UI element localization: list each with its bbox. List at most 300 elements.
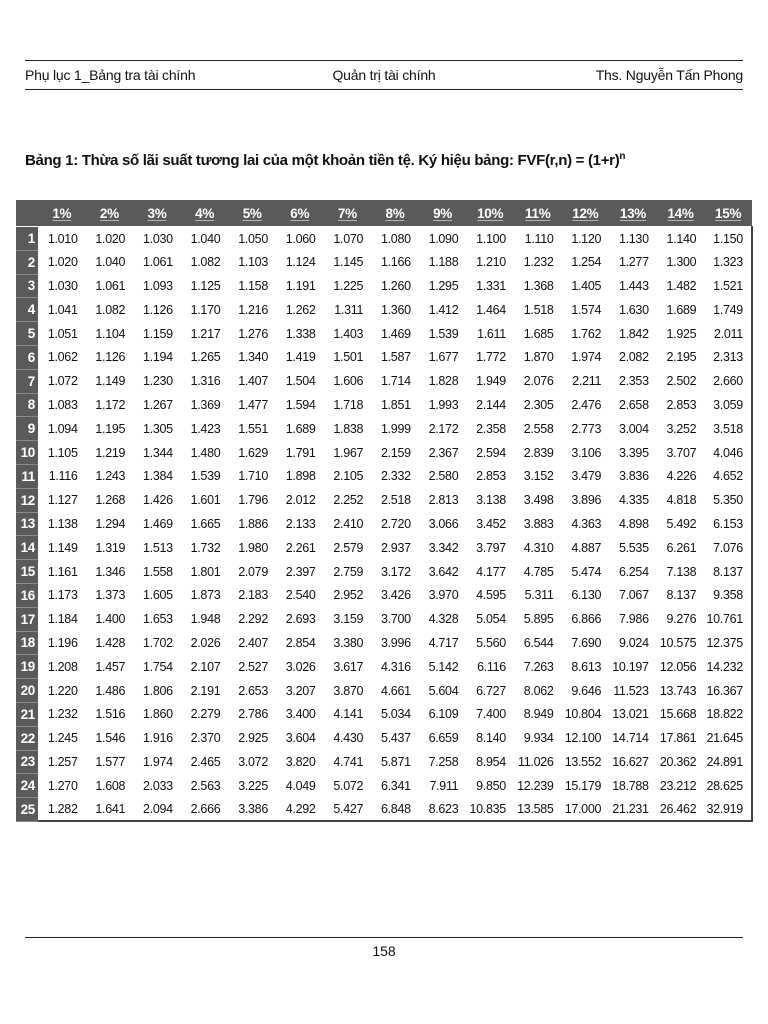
table-cell: 5.350 [704, 488, 752, 512]
table-cell: 12.239 [514, 774, 562, 798]
table-cell: 1.159 [133, 322, 181, 346]
table-cell: 1.405 [562, 274, 610, 298]
table-cell: 7.263 [514, 655, 562, 679]
table-row [16, 607, 752, 631]
table-cell: 4.661 [371, 679, 419, 703]
table-cell: 7.067 [609, 583, 657, 607]
table-cell: 1.714 [371, 369, 419, 393]
table-cell: 10.575 [657, 631, 705, 655]
table-cell: 1.323 [704, 250, 752, 274]
table-cell: 1.546 [86, 726, 134, 750]
table-cell: 2.292 [228, 607, 276, 631]
table-cell: 1.521 [704, 274, 752, 298]
table-cell: 1.208 [38, 655, 86, 679]
row-period-label: 6 [16, 345, 38, 369]
table-cell: 1.149 [86, 369, 134, 393]
table-cell: 1.806 [133, 679, 181, 703]
table-row [16, 369, 752, 393]
table-cell: 1.925 [657, 322, 705, 346]
table-cell: 2.925 [228, 726, 276, 750]
table-cell: 1.611 [466, 322, 514, 346]
table-cell: 1.188 [419, 250, 467, 274]
column-header-rate: 9% [419, 200, 467, 227]
table-cell: 1.851 [371, 393, 419, 417]
table-cell: 32.919 [704, 798, 752, 822]
table-cell: 2.076 [514, 369, 562, 393]
table-cell: 3.604 [276, 726, 324, 750]
table-cell: 1.501 [324, 345, 372, 369]
table-cell: 26.462 [657, 798, 705, 822]
table-cell: 2.191 [181, 679, 229, 703]
table-cell: 5.535 [609, 536, 657, 560]
table-cell: 1.407 [228, 369, 276, 393]
table-cell: 1.170 [181, 298, 229, 322]
table-row [16, 464, 752, 488]
table-row [16, 560, 752, 584]
table-cell: 2.358 [466, 417, 514, 441]
table-cell: 1.980 [228, 536, 276, 560]
table-cell: 1.641 [86, 798, 134, 822]
table-cell: 3.059 [704, 393, 752, 417]
table-cell: 2.033 [133, 774, 181, 798]
page-number: 158 [372, 943, 396, 959]
table-cell: 8.613 [562, 655, 610, 679]
table-cell: 3.642 [419, 560, 467, 584]
table-cell: 1.338 [276, 322, 324, 346]
table-cell: 1.689 [657, 298, 705, 322]
table-cell: 11.026 [514, 750, 562, 774]
column-header-rate: 14% [657, 200, 705, 227]
table-cell: 2.759 [324, 560, 372, 584]
table-cell: 1.551 [228, 417, 276, 441]
table-cell: 1.344 [133, 441, 181, 465]
table-cell: 1.762 [562, 322, 610, 346]
table-cell: 1.630 [609, 298, 657, 322]
table-cell: 2.183 [228, 583, 276, 607]
table-cell: 1.140 [657, 227, 705, 251]
table-cell: 2.476 [562, 393, 610, 417]
table-cell: 21.645 [704, 726, 752, 750]
row-period-label: 20 [16, 679, 38, 703]
table-cell: 1.061 [133, 250, 181, 274]
table-cell: 1.267 [133, 393, 181, 417]
table-cell: 1.232 [38, 702, 86, 726]
table-cell: 2.107 [181, 655, 229, 679]
table-cell: 2.853 [657, 393, 705, 417]
table-cell: 1.127 [38, 488, 86, 512]
table-cell: 1.516 [86, 702, 134, 726]
table-cell: 3.152 [514, 464, 562, 488]
table-cell: 1.469 [371, 322, 419, 346]
table-cell: 1.103 [228, 250, 276, 274]
row-period-label: 13 [16, 512, 38, 536]
table-cell: 1.718 [324, 393, 372, 417]
table-cell: 1.791 [276, 441, 324, 465]
table-cell: 1.886 [228, 512, 276, 536]
table-row [16, 441, 752, 465]
table-row [16, 774, 752, 798]
table-cell: 1.311 [324, 298, 372, 322]
header-left-text: Phụ lục 1_Bảng tra tài chính [25, 67, 196, 83]
table-cell: 1.010 [38, 227, 86, 251]
table-row [16, 488, 752, 512]
table-title-superscript: n [619, 151, 626, 162]
table-cell: 1.400 [86, 607, 134, 631]
table-row [16, 298, 752, 322]
table-cell: 1.689 [276, 417, 324, 441]
row-period-label: 19 [16, 655, 38, 679]
table-cell: 2.720 [371, 512, 419, 536]
table-cell: 2.839 [514, 441, 562, 465]
table-cell: 2.397 [276, 560, 324, 584]
table-cell: 23.212 [657, 774, 705, 798]
table-cell: 13.743 [657, 679, 705, 703]
row-period-label: 1 [16, 227, 38, 251]
table-cell: 8.954 [466, 750, 514, 774]
table-cell: 5.871 [371, 750, 419, 774]
table-cell: 3.395 [609, 441, 657, 465]
table-row [16, 512, 752, 536]
table-cell: 3.342 [419, 536, 467, 560]
table-cell: 2.353 [609, 369, 657, 393]
table-cell: 2.773 [562, 417, 610, 441]
table-cell: 2.580 [419, 464, 467, 488]
table-cell: 3.172 [371, 560, 419, 584]
table-cell: 1.104 [86, 322, 134, 346]
table-cell: 1.702 [133, 631, 181, 655]
column-header-rate: 8% [371, 200, 419, 227]
table-row [16, 750, 752, 774]
table-cell: 1.145 [324, 250, 372, 274]
table-cell: 1.161 [38, 560, 86, 584]
table-cell: 24.891 [704, 750, 752, 774]
table-cell: 3.518 [704, 417, 752, 441]
table-cell: 1.608 [86, 774, 134, 798]
table-cell: 1.403 [324, 322, 372, 346]
table-row [16, 655, 752, 679]
table-cell: 4.717 [419, 631, 467, 655]
table-cell: 1.796 [228, 488, 276, 512]
table-cell: 3.797 [466, 536, 514, 560]
table-cell: 2.502 [657, 369, 705, 393]
table-cell: 4.310 [514, 536, 562, 560]
table-cell: 6.153 [704, 512, 752, 536]
table-cell: 1.749 [704, 298, 752, 322]
table-cell: 18.788 [609, 774, 657, 798]
table-cell: 1.149 [38, 536, 86, 560]
table-cell: 14.232 [704, 655, 752, 679]
table-cell: 1.265 [181, 345, 229, 369]
table-cell: 3.479 [562, 464, 610, 488]
table-cell: 1.210 [466, 250, 514, 274]
table-cell: 2.527 [228, 655, 276, 679]
table-cell: 1.150 [704, 227, 752, 251]
table-cell: 3.225 [228, 774, 276, 798]
table-cell: 12.375 [704, 631, 752, 655]
table-cell: 1.220 [38, 679, 86, 703]
table-cell: 1.166 [371, 250, 419, 274]
table-cell: 8.949 [514, 702, 562, 726]
row-period-label: 9 [16, 417, 38, 441]
table-cell: 1.457 [86, 655, 134, 679]
table-cell: 2.082 [609, 345, 657, 369]
table-cell: 1.294 [86, 512, 134, 536]
table-cell: 6.727 [466, 679, 514, 703]
table-cell: 4.335 [609, 488, 657, 512]
table-row [16, 322, 752, 346]
table-cell: 2.540 [276, 583, 324, 607]
table-cell: 1.916 [133, 726, 181, 750]
table-row [16, 726, 752, 750]
table-cell: 1.120 [562, 227, 610, 251]
table-row [16, 702, 752, 726]
table-cell: 9.934 [514, 726, 562, 750]
table-cell: 1.677 [419, 345, 467, 369]
table-cell: 10.761 [704, 607, 752, 631]
table-cell: 4.141 [324, 702, 372, 726]
table-cell: 5.054 [466, 607, 514, 631]
table-cell: 1.428 [86, 631, 134, 655]
table-cell: 7.076 [704, 536, 752, 560]
row-period-label: 10 [16, 441, 38, 465]
table-cell: 3.617 [324, 655, 372, 679]
table-cell: 2.410 [324, 512, 372, 536]
table-cell: 12.056 [657, 655, 705, 679]
table-cell: 1.974 [562, 345, 610, 369]
table-cell: 1.082 [86, 298, 134, 322]
table-cell: 1.172 [86, 393, 134, 417]
table-header-row [16, 200, 752, 227]
table-cell: 4.226 [657, 464, 705, 488]
table-cell: 1.629 [228, 441, 276, 465]
footer-rule [25, 937, 743, 938]
table-cell: 3.252 [657, 417, 705, 441]
table-cell: 1.094 [38, 417, 86, 441]
table-cell: 4.430 [324, 726, 372, 750]
table-cell: 1.898 [276, 464, 324, 488]
table-cell: 3.004 [609, 417, 657, 441]
table-cell: 1.125 [181, 274, 229, 298]
table-cell: 7.400 [466, 702, 514, 726]
table-row [16, 250, 752, 274]
table-row [16, 393, 752, 417]
table-cell: 2.854 [276, 631, 324, 655]
table-cell: 1.295 [419, 274, 467, 298]
table-cell: 1.126 [133, 298, 181, 322]
table-cell: 1.587 [371, 345, 419, 369]
table-cell: 2.653 [228, 679, 276, 703]
table-cell: 1.993 [419, 393, 467, 417]
table-cell: 1.300 [657, 250, 705, 274]
table-cell: 1.801 [181, 560, 229, 584]
table-cell: 6.659 [419, 726, 467, 750]
table-cell: 1.504 [276, 369, 324, 393]
table-cell: 2.172 [419, 417, 467, 441]
table-cell: 1.100 [466, 227, 514, 251]
table-cell: 1.268 [86, 488, 134, 512]
table-cell: 1.262 [276, 298, 324, 322]
table-cell: 15.668 [657, 702, 705, 726]
table-cell: 6.866 [562, 607, 610, 631]
table-cell: 1.685 [514, 322, 562, 346]
table-cell: 1.469 [133, 512, 181, 536]
table-cell: 1.217 [181, 322, 229, 346]
table-cell: 1.482 [657, 274, 705, 298]
table-cell: 7.138 [657, 560, 705, 584]
table-cell: 1.270 [38, 774, 86, 798]
table-cell: 1.083 [38, 393, 86, 417]
table-cell: 11.523 [609, 679, 657, 703]
row-period-label: 23 [16, 750, 38, 774]
row-period-label: 21 [16, 702, 38, 726]
table-cell: 3.138 [466, 488, 514, 512]
table-cell: 4.898 [609, 512, 657, 536]
table-row [16, 417, 752, 441]
column-header-rate: 6% [276, 200, 324, 227]
table-cell: 1.486 [86, 679, 134, 703]
row-period-label: 3 [16, 274, 38, 298]
row-period-label: 18 [16, 631, 38, 655]
table-cell: 2.658 [609, 393, 657, 417]
row-period-label: 7 [16, 369, 38, 393]
table-cell: 4.595 [466, 583, 514, 607]
table-body [16, 227, 752, 822]
table-cell: 3.386 [228, 798, 276, 822]
table-cell: 1.360 [371, 298, 419, 322]
table-cell: 2.693 [276, 607, 324, 631]
table-cell: 5.895 [514, 607, 562, 631]
table-title-text: Bảng 1: Thừa số lãi suất tương lai của một khoản tiền tệ. Ký hiệu bảng: FVF(r,n) = (1+r) [25, 152, 620, 169]
table-cell: 10.197 [609, 655, 657, 679]
table-cell: 17.861 [657, 726, 705, 750]
table-cell: 9.646 [562, 679, 610, 703]
table-row [16, 583, 752, 607]
table-cell: 2.813 [419, 488, 467, 512]
row-period-label: 16 [16, 583, 38, 607]
table-cell: 10.835 [466, 798, 514, 822]
table-cell: 1.040 [181, 227, 229, 251]
table-cell: 1.130 [609, 227, 657, 251]
table-cell: 1.316 [181, 369, 229, 393]
table-cell: 1.020 [38, 250, 86, 274]
table-cell: 2.465 [181, 750, 229, 774]
table-cell: 12.100 [562, 726, 610, 750]
table-cell: 1.105 [38, 441, 86, 465]
table-cell: 1.051 [38, 322, 86, 346]
table-cell: 1.041 [38, 298, 86, 322]
table-cell: 1.124 [276, 250, 324, 274]
table-cell: 7.986 [609, 607, 657, 631]
table-cell: 1.277 [609, 250, 657, 274]
table-corner-cell [16, 200, 38, 227]
row-period-label: 12 [16, 488, 38, 512]
table-cell: 13.585 [514, 798, 562, 822]
table-cell: 1.243 [86, 464, 134, 488]
table-cell: 1.949 [466, 369, 514, 393]
table-cell: 1.225 [324, 274, 372, 298]
table-cell: 4.328 [419, 607, 467, 631]
table-cell: 1.062 [38, 345, 86, 369]
row-period-label: 8 [16, 393, 38, 417]
table-cell: 1.232 [514, 250, 562, 274]
table-cell: 1.558 [133, 560, 181, 584]
table-cell: 1.194 [133, 345, 181, 369]
table-cell: 1.999 [371, 417, 419, 441]
table-cell: 3.836 [609, 464, 657, 488]
row-period-label: 17 [16, 607, 38, 631]
column-header-rate: 7% [324, 200, 372, 227]
table-cell: 1.276 [228, 322, 276, 346]
table-cell: 7.258 [419, 750, 467, 774]
table-cell: 3.883 [514, 512, 562, 536]
table-cell: 1.191 [276, 274, 324, 298]
table-cell: 6.544 [514, 631, 562, 655]
table-cell: 1.196 [38, 631, 86, 655]
table-cell: 1.539 [181, 464, 229, 488]
table-cell: 1.050 [228, 227, 276, 251]
table-cell: 1.419 [276, 345, 324, 369]
table-cell: 1.754 [133, 655, 181, 679]
table-cell: 1.219 [86, 441, 134, 465]
row-period-label: 22 [16, 726, 38, 750]
table-cell: 4.046 [704, 441, 752, 465]
table-cell: 2.518 [371, 488, 419, 512]
table-cell: 2.144 [466, 393, 514, 417]
table-cell: 2.313 [704, 345, 752, 369]
table-cell: 1.126 [86, 345, 134, 369]
table-cell: 4.363 [562, 512, 610, 536]
table-cell: 1.369 [181, 393, 229, 417]
table-cell: 1.093 [133, 274, 181, 298]
table-cell: 1.870 [514, 345, 562, 369]
table-cell: 1.305 [133, 417, 181, 441]
table-cell: 1.974 [133, 750, 181, 774]
table-cell: 1.710 [228, 464, 276, 488]
table-cell: 2.579 [324, 536, 372, 560]
table-cell: 2.853 [466, 464, 514, 488]
table-cell: 1.873 [181, 583, 229, 607]
table-cell: 1.195 [86, 417, 134, 441]
table-cell: 1.423 [181, 417, 229, 441]
table-cell: 3.452 [466, 512, 514, 536]
table-cell: 2.011 [704, 322, 752, 346]
table-cell: 3.498 [514, 488, 562, 512]
table-cell: 1.518 [514, 298, 562, 322]
table-cell: 2.026 [181, 631, 229, 655]
table-row [16, 536, 752, 560]
table-cell: 6.261 [657, 536, 705, 560]
column-header-rate: 11% [514, 200, 562, 227]
table-cell: 5.427 [324, 798, 372, 822]
table-cell: 3.380 [324, 631, 372, 655]
table-cell: 3.106 [562, 441, 610, 465]
table-cell: 17.000 [562, 798, 610, 822]
table-cell: 3.707 [657, 441, 705, 465]
table-cell: 1.772 [466, 345, 514, 369]
table-cell: 3.159 [324, 607, 372, 631]
table-cell: 1.967 [324, 441, 372, 465]
table-cell: 1.842 [609, 322, 657, 346]
table-cell: 1.072 [38, 369, 86, 393]
table-cell: 6.116 [466, 655, 514, 679]
table-cell: 1.346 [86, 560, 134, 584]
table-cell: 1.230 [133, 369, 181, 393]
table-cell: 4.785 [514, 560, 562, 584]
table-cell: 3.066 [419, 512, 467, 536]
table-cell: 1.110 [514, 227, 562, 251]
table-cell: 1.080 [371, 227, 419, 251]
table-cell: 1.040 [86, 250, 134, 274]
